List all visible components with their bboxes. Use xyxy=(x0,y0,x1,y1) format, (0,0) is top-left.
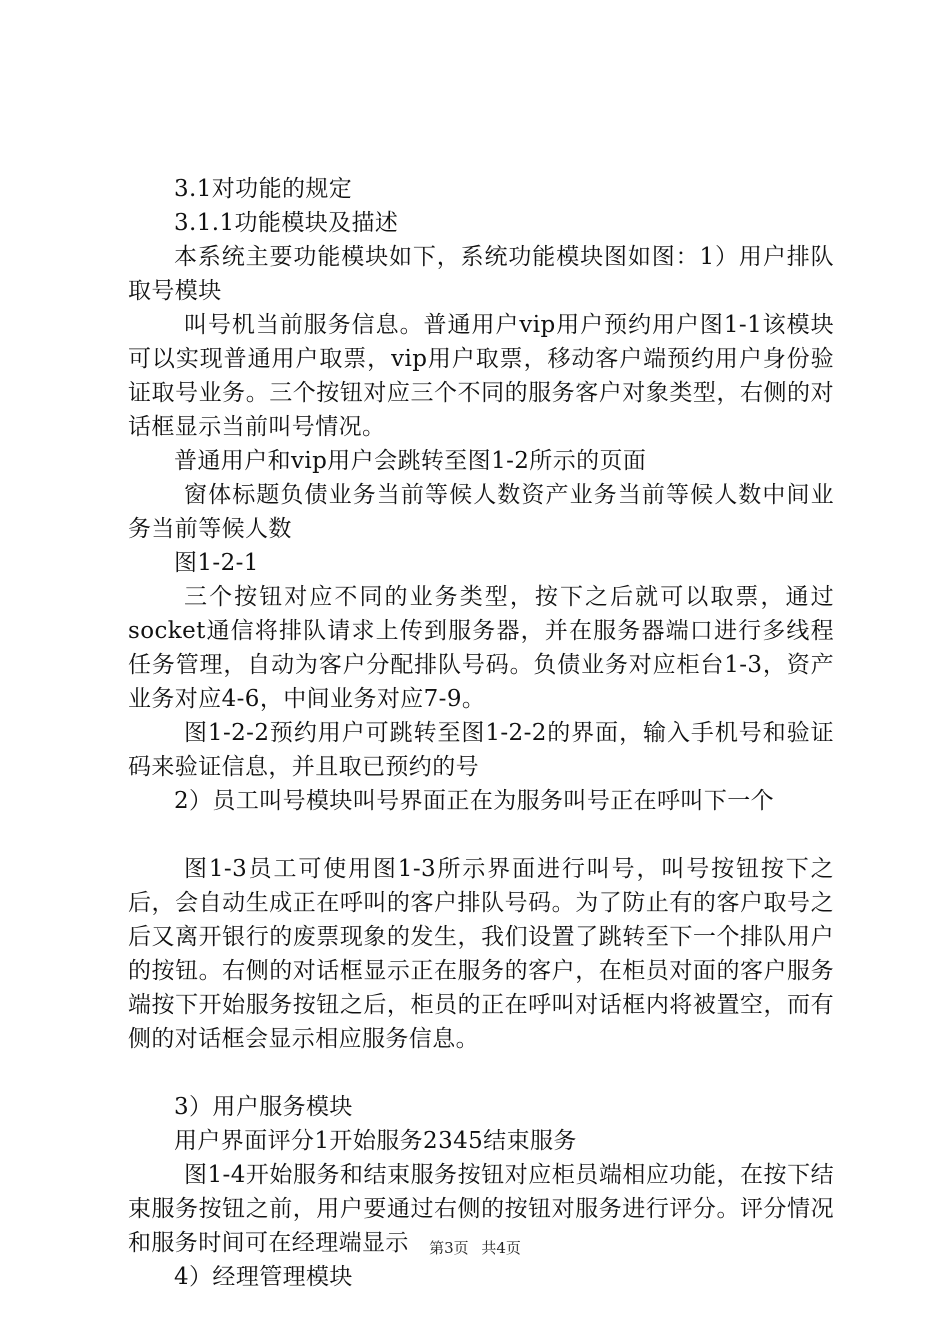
paragraph-queue-module: 叫号机当前服务信息。普通用户vip用户预约用户图1-1该模块可以实现普通用户取票，vip用户取票，移动客户端预约用户身份验证取号业务。三个按钮对应三个不同的服务客户对象类型，右侧的对话框显示当前叫号情况。 xyxy=(128,312,834,440)
section-heading-user-service: 3）用户服务模块 xyxy=(174,1094,353,1120)
page-total: 共4页 xyxy=(481,1239,521,1257)
paragraph-window-title: 窗体标题负债业务当前等候人数资产业务当前等候人数中间业务当前等候人数 xyxy=(128,482,834,542)
section-heading-manager-module: 4）经理管理模块 xyxy=(174,1264,353,1290)
page-number: 第3页 xyxy=(429,1239,469,1257)
paragraph-redirect-page: 普通用户和vip用户会跳转至图1-2所示的页面 xyxy=(174,448,647,474)
paragraph-reservation-user: 图1-2-2预约用户可跳转至图1-2-2的界面，输入手机号和验证码来验证信息，并且取已预约的号 xyxy=(128,720,834,780)
document-body xyxy=(128,172,834,1294)
page-footer xyxy=(0,1238,950,1258)
paragraph-staff-call-module: 2）员工叫号模块叫号界面正在为服务叫号正在呼叫下一个 xyxy=(174,788,775,814)
paragraph-business-types: 三个按钮对应不同的业务类型，按下之后就可以取票，通过socket通信将排队请求上传到服务器，并在服务器端口进行多线程任务管理，自动为客户分配排队号码。负债业务对应柜台1-3，资产业务对应4-6，中间业务对应7-9。 xyxy=(128,584,834,712)
paragraph-user-interface: 用户界面评分1开始服务2345结束服务 xyxy=(174,1128,577,1154)
section-heading-3-1-1: 3.1.1功能模块及描述 xyxy=(174,210,399,236)
paragraph-service-buttons: 图1-4开始服务和结束服务按钮对应柜员端相应功能，在按下结束服务按钮之前，用户要通过右侧的按钮对服务进行评分。评分情况和服务时间可在经理端显示 xyxy=(128,1162,834,1256)
paragraph-module-overview: 本系统主要功能模块如下，系统功能模块图如图：1）用户排队取号模块 xyxy=(128,244,834,304)
section-heading-3-1: 3.1对功能的规定 xyxy=(174,176,353,202)
figure-caption-1-2-1: 图1-2-1 xyxy=(174,550,259,576)
paragraph-staff-call-description: 图1-3员工可使用图1-3所示界面进行叫号，叫号按钮按下之后，会自动生成正在呼叫的客户排队号码。为了防止有的客户取号之后又离开银行的废票现象的发生，我们设置了跳转至下一个排队用户的按钮。右侧的对话框显示正在服务的客户，在柜员对面的客户服务端按下开始服务按钮之后，柜员的正在呼叫对话框内将被置空，而有侧的对话框会显示相应服务信息。 xyxy=(128,856,834,1052)
